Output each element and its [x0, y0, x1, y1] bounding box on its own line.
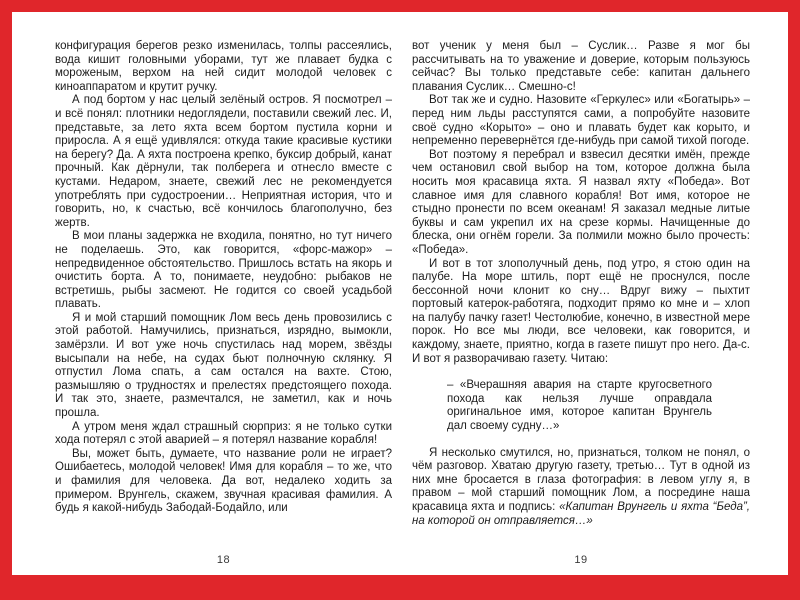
page-left-text [55, 40, 392, 516]
final-paragraph-caption-italic: «Капитан Врунгель и яхта “Беда”, на которой он отправляется…» [412, 501, 750, 527]
page-left[interactable] [12, 12, 410, 575]
paragraph: В мои планы задержка не входила, понятно, но тут ничего не поделаешь. Это, как говорится, «форс-мажор» – непредвиденное обстоятельство. Пришлось встать на якорь и очистить борта. А то, понимаете, неудобно: рыбаков не встретишь, рыбы засмеют. Не годится со своей усадьбой плавать. [55, 230, 392, 311]
paragraph: И вот в тот злополучный день, под утро, я стою один на палубе. На море штиль, порт ещё не проснулся, после бессонной ночи клонит ко сну… Вдруг вижу – пыхтит портовый катерок-работяга, подходит прямо ко мне и – хлоп на палубу пачку газет! Честолюбие, конечно, в известной мере порок. Но все мы люди, все человеки, как говорится, и каждому, знаете, приятно, когда в газете пишут про него. Да-с. И вот я разворачиваю газету. Читаю: [412, 257, 750, 365]
paragraph: Вот поэтому я перебрал и взвесил десятки имён, прежде чем остановил свой выбор на том, которое должна была носить моя красавица яхта. Я назвал яхту «Победа». Вот славное имя для славного корабля! Вот имя, которое не стыдно пронести по всем океанам! Я заказал медные литые буквы и сам укрепил их на срезе кормы. Начищенные до блеска, они огнём горели. За полмили можно было прочесть: «Победа». [412, 148, 750, 256]
paragraph: А утром меня ждал страшный сюрприз: я не только сутки хода потерял с этой аварией – я потерял название корабля! [55, 420, 392, 447]
paragraph: Вы, может быть, думаете, что название роли не играет? Ошибаетесь, молодой человек! Имя для корабля – то же, что и фамилия для человека. Да вот, недалеко ходить за примером. Врунгель, скажем, звучная красивая фамилия. А будь я какой-нибудь Забодай-Бодайло, или [55, 447, 392, 515]
page-right-text [412, 40, 750, 528]
page-number-right: 19 [574, 554, 588, 566]
paragraph [412, 447, 750, 529]
book-spread [12, 12, 788, 575]
page-right[interactable] [410, 12, 788, 575]
newspaper-quote: – «Вчерашняя авария на старте кругосветного похода как нельзя лучше оправдала оригинальное имя, которое капитан Врунгель дал своему судну…» [447, 379, 712, 433]
paragraph: Я и мой старший помощник Лом весь день провозились с этой работой. Намучились, признаться, изрядно, вымокли, замёрзли. И вот уже ночь спустилась над морем, звёзды высыпали на небе, на судах бьют полночную склянку. Я отпустил Лома спать, а сам остался на вахте. Стою, размышляю о трудностях и прелестях предстоящего похода. И так это, знаете, размечтался, не заметил, как и ночь прошла. [55, 311, 392, 420]
paragraph: Вот так же и судно. Назовите «Геркулес» или «Богатырь» – перед ним льды расступятся сами, а попробуйте назовите своё судно «Корыто» – оно и плавать будет как корыто, и непременно перевернётся где-нибудь при самой тихой погоде. [412, 94, 750, 148]
final-paragraph-normal: Я несколько смутился, но, признаться, толком не понял, о чём разговор. Хватаю другую газету, третью… Тут в одной из них мне бросается в глаза фотография: в левом углу я, в правом – мой старший помощник Лом, а посредине наша красавица яхта и подпись: [412, 446, 750, 513]
paragraph: вот ученик у меня был – Суслик… Разве я мог бы рассчитывать на то уважение и доверие, которым пользуюсь сейчас? Вы только представьте себе: капитан дальнего плавания Суслик… Смешно-с! [412, 40, 750, 93]
paragraph: конфигурация берегов резко изменилась, толпы рассеялись, вода кишит головными уборами, тут же плавает будка с мороженым, верхом на ней сидит молодой человек с киноаппаратом и крутит ручку. [55, 40, 392, 93]
paragraph: А под бортом у нас целый зелёный остров. Я посмотрел – и всё понял: плотники недоглядели, поставили свежий лес. И, представьте, за лето яхта всем бортом пустила корни и приросла. А я ещё удивлялся: откуда такие красивые кустики на берегу? Да. А яхта построена крепко, буксир добрый, канат прочный. Как дёрнули, так полберега и отнесло вместе с кустами. Недаром, знаете, свежий лес не рекомендуется употреблять при судостроении… Неприятная история, что и говорить, но, к счастью, всё кончилось благополучно, без жертв. [55, 94, 392, 229]
page-number-left: 18 [216, 554, 231, 566]
